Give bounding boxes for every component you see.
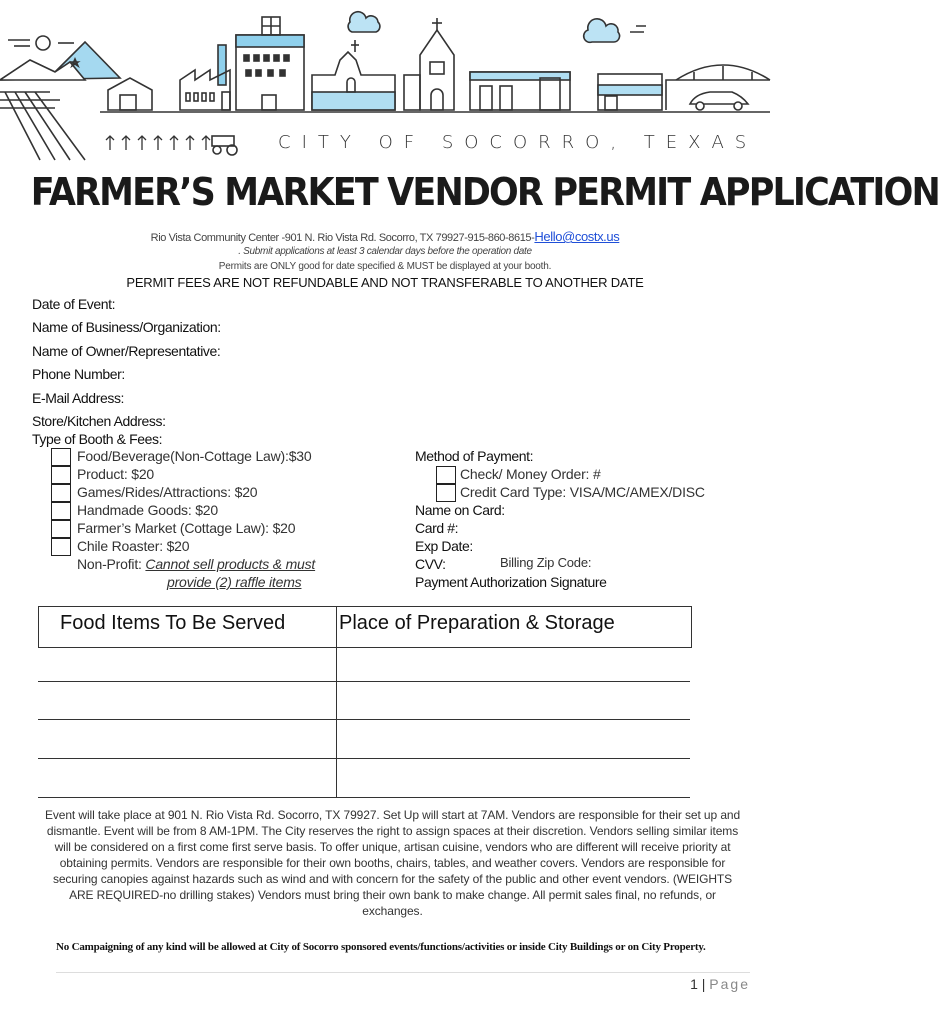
submit-note: . Submit applications at least 3 calendar days before the operation date [238, 246, 532, 257]
nonprofit-note-1: Cannot sell products & must [145, 556, 316, 572]
card-number-field[interactable]: Card #: [415, 520, 459, 536]
name-on-card-field[interactable]: Name on Card: [415, 502, 505, 518]
booth-checkbox-product[interactable] [51, 466, 71, 484]
footer-divider [56, 972, 750, 973]
cvv-field[interactable]: CVV: [415, 556, 446, 572]
booth-checkbox-chile[interactable] [51, 538, 71, 556]
food-table-row[interactable] [38, 797, 690, 798]
campaign-notice: No Campaigning of any kind will be allowed at City of Socorro sponsored events/functions/activities or inside City Buildings or on City Property. [56, 941, 706, 953]
booth-checkbox-handmade[interactable] [51, 502, 71, 520]
booth-option-product: Product: $20 [77, 466, 154, 482]
check-checkbox[interactable] [436, 466, 456, 484]
booth-option-nonprofit [77, 556, 315, 572]
permit-note: Permits are ONLY good for date specified & MUST be displayed at your booth. [218, 261, 552, 272]
check-option: Check/ Money Order: # [460, 466, 601, 482]
payment-heading: Method of Payment: [415, 448, 534, 464]
page-title: FARMER’S MARKET VENDOR PERMIT APPLICATION [30, 170, 939, 214]
preparation-header: Place of Preparation & Storage [339, 612, 615, 634]
booth-option-chile: Chile Roaster: $20 [77, 538, 190, 554]
billing-zip-field[interactable]: Billing Zip Code: [500, 555, 592, 570]
business-name-field[interactable]: Name of Business/Organization: [32, 319, 221, 335]
booth-checkbox-games[interactable] [51, 484, 71, 502]
store-address-field[interactable]: Store/Kitchen Address: [32, 413, 166, 429]
phone-field[interactable]: Phone Number: [32, 366, 125, 382]
exp-date-field[interactable]: Exp Date: [415, 538, 473, 554]
booth-option-games: Games/Rides/Attractions: $20 [77, 484, 258, 500]
booth-checkbox-farmers[interactable] [51, 520, 71, 538]
event-info-text: Event will take place at 901 N. Rio Vista Rd. Socorro, TX 79927. Set Up will start at 7AM. Vendors are responsible for their set up and dismantle. Event will be from 8 AM-1PM. The City reserves the right to assign spaces at their discretion. Vendors selling similar items will be considered on a first come first serve basis. To offer unique, artisan cuisine, vendors who are different will receive priority at obtaining permits. Vendors are responsible for their own booths, chairs, tables, and weather covers. Vendors are responsible for securing canopies against hazards such as wind and with concern for the safety of the public and other event vendors. (WEIGHTS ARE REQUIRED-no drilling stakes) Vendors must bring their own bank to make change. All permit sales final, no refunds, or exchanges. [44, 808, 741, 918]
date-of-event-field[interactable]: Date of Event: [32, 296, 116, 312]
signature-field[interactable]: Payment Authorization Signature [415, 574, 607, 590]
booth-checkbox-food[interactable] [51, 448, 71, 466]
booth-option-handmade: Handmade Goods: $20 [77, 502, 218, 518]
food-items-header: Food Items To Be Served [60, 612, 286, 634]
email-field[interactable]: E-Mail Address: [32, 390, 125, 406]
address-text: Rio Vista Community Center -901 N. Rio Vista Rd. Socorro, TX 79927-915-860-8615- [150, 232, 535, 244]
city-tagline: CITY OF SOCORRO, TEXAS [278, 132, 758, 153]
food-table-row[interactable] [38, 719, 690, 720]
booth-option-farmers: Farmer’s Market (Cottage Law): $20 [77, 520, 296, 536]
food-table-divider [336, 606, 337, 798]
nonprofit-note-2: provide (2) raffle items [167, 574, 302, 590]
address-line [0, 229, 770, 244]
food-table-row[interactable] [38, 681, 690, 682]
credit-option: Credit Card Type: VISA/MC/AMEX/DISC [460, 484, 705, 500]
owner-name-field[interactable]: Name of Owner/Representative: [32, 343, 221, 359]
email-link[interactable]: Hello@costx.us [534, 229, 620, 244]
credit-checkbox[interactable] [436, 484, 456, 502]
booth-option-food: Food/Beverage(Non-Cottage Law):$30 [77, 448, 312, 464]
page-number: 1 | Page [690, 976, 750, 992]
food-table-row[interactable] [38, 758, 690, 759]
fees-note: PERMIT FEES ARE NOT REFUNDABLE AND NOT TRANSFERABLE TO ANOTHER DATE [126, 275, 644, 290]
booth-type-label: Type of Booth & Fees: [32, 431, 163, 447]
nonprofit-label: Non-Profit: [77, 556, 142, 572]
